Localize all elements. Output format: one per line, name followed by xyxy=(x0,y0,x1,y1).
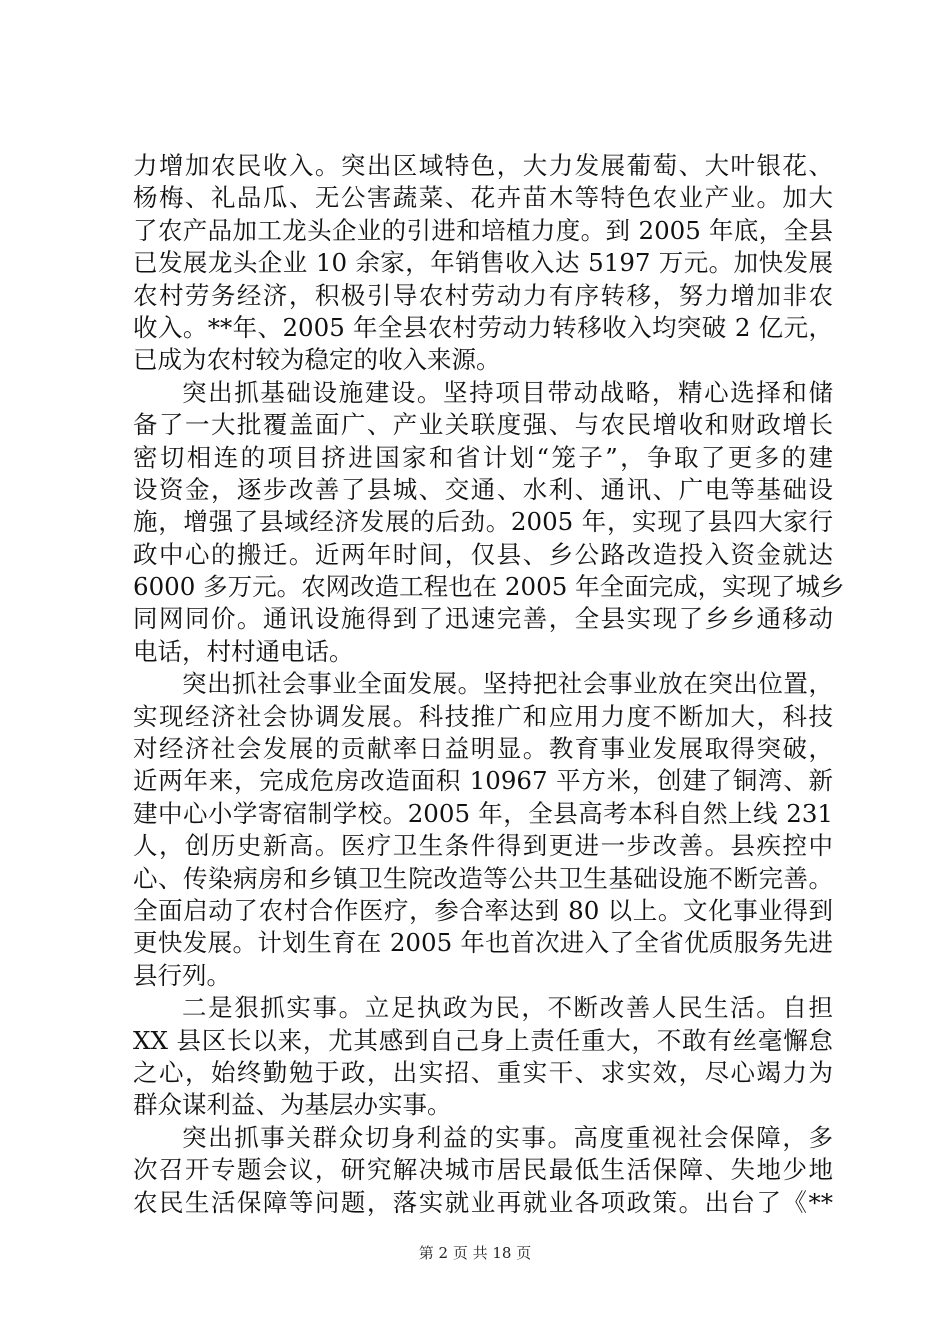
text-line: 建中心小学寄宿制学校。2005 年，全县高考本科自然上线 231 xyxy=(133,798,833,828)
text-line: 已发展龙头企业 10 余家，年销售收入达 5197 万元。加快发展 xyxy=(133,248,833,278)
text-line: 县行列。 xyxy=(133,960,231,990)
text-line: 更快发展。计划生育在 2005 年也首次进入了全省优质服务先进 xyxy=(133,928,833,958)
text-line: 同网同价。通讯设施得到了迅速完善，全县实现了乡乡通移动 xyxy=(133,604,833,634)
text-line: 次召开专题会议，研究解决城市居民最低生活保障、失地少地 xyxy=(133,1155,833,1185)
text-line: 政中心的搬迁。近两年时间，仅县、乡公路改造投入资金就达 xyxy=(133,539,833,569)
text-line: 收入。**年、2005 年全县农村劳动力转移收入均突破 2 亿元， xyxy=(133,312,833,342)
text-line: 心、传染病房和乡镇卫生院改造等公共卫生基础设施不断完善。 xyxy=(133,863,833,893)
text-line: 对经济社会发展的贡献率日益明显。教育事业发展取得突破， xyxy=(133,734,833,764)
text-line: 之心，始终勤勉于政，出实招、重实干、求实效，尽心竭力为 xyxy=(133,1057,833,1087)
text-line: 人，创历史新高。医疗卫生条件得到更进一步改善。县疾控中 xyxy=(133,831,833,861)
text-line: XX 县区长以来，尤其感到自己身上责任重大，不敢有丝毫懈怠 xyxy=(133,1025,833,1055)
text-line: 二是狠抓实事。立足执政为民，不断改善人民生活。自担 xyxy=(182,993,833,1023)
text-line: 突出抓基础设施建设。坚持项目带动战略，精心选择和储 xyxy=(182,377,833,407)
text-line: 电话，村村通电话。 xyxy=(133,636,354,666)
text-line: 农村劳务经济，积极引导农村劳动力有序转移，努力增加非农 xyxy=(133,280,833,310)
page-footer: 第 2 页 共 18 页 xyxy=(418,1244,532,1262)
text-line: 了农产品加工龙头企业的引进和培植力度。到 2005 年底，全县 xyxy=(133,215,833,245)
text-line: 施，增强了县域经济发展的后劲。2005 年，实现了县四大家行 xyxy=(133,507,833,537)
text-line: 已成为农村较为稳定的收入来源。 xyxy=(133,345,501,375)
text-line: 近两年来，完成危房改造面积 10967 平方米，创建了铜湾、新 xyxy=(133,766,833,796)
body-text xyxy=(133,150,845,1219)
text-line: 农民生活保障等问题，落实就业再就业各项政策。出台了《** xyxy=(133,1187,833,1217)
text-line: 密切相连的项目挤进国家和省计划“笼子”，争取了更多的建 xyxy=(133,442,833,472)
text-line: 力增加农民收入。突出区域特色，大力发展葡萄、大叶银花、 xyxy=(133,151,833,180)
text-line: 突出抓社会事业全面发展。坚持把社会事业放在突出位置， xyxy=(182,669,833,699)
text-line: 突出抓事关群众切身利益的实事。高度重视社会保障，多 xyxy=(182,1122,833,1152)
text-line: 杨梅、礼品瓜、无公害蔬菜、花卉苗木等特色农业产业。加大 xyxy=(133,183,833,213)
text-line: 全面启动了农村合作医疗，参合率达到 80 以上。文化事业得到 xyxy=(133,895,833,925)
text-line: 设资金，逐步改善了县城、交通、水利、通讯、广电等基础设 xyxy=(133,474,833,504)
text-line: 6000 多万元。农网改造工程也在 2005 年全面完成，实现了城乡 xyxy=(133,572,845,602)
text-line: 实现经济社会协调发展。科技推广和应用力度不断加大，科技 xyxy=(133,701,833,731)
text-line: 备了一大批覆盖面广、产业关联度强、与农民增收和财政增长 xyxy=(133,410,833,440)
text-line: 群众谋利益、为基层办实事。 xyxy=(133,1090,452,1120)
